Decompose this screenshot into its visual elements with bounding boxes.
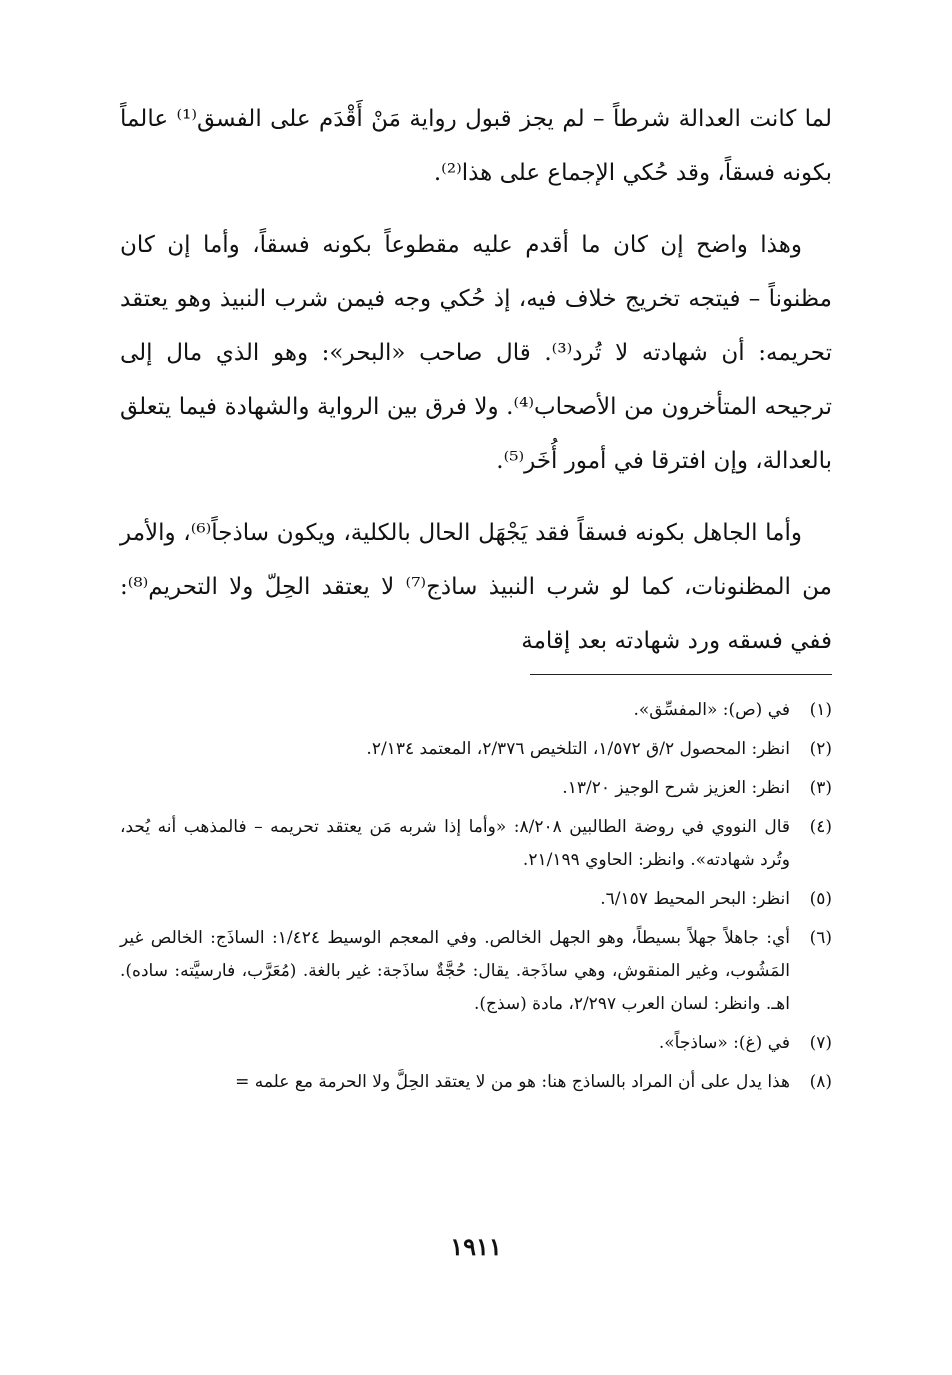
footnote-number: (٣) (809, 778, 832, 798)
page-number: ١٩١١ (450, 1232, 502, 1261)
footnote-item (120, 772, 832, 805)
footnote-item (120, 1027, 832, 1060)
footnote-number: (٢) (809, 739, 832, 759)
paragraph-2: وهذا واضح إن كان ما أقدم عليه مقطوعاً بكونه فسقاً، وأما إن كان مظنوناً – فيتجه تخريج خلاف فيه، إذ حُكي وجه فيمن شرب النبيذ وهو يعتقد تحريمه: أن شهادته لا تُرد⁽³⁾. قال صاحب «البحر»: وهو الذي مال إلى ترجيحه المتأخرون من الأصحاب⁽⁴⁾. ولا فرق بين الرواية والشهادة فيما يتعلق بالعدالة، وإن افترقا في أمور أُخَر⁽⁵⁾. (120, 232, 832, 474)
footnote-item (120, 1066, 832, 1099)
footnote-item (120, 694, 832, 727)
footnote-text: أي: جاهلاً جهلاً بسيطاً، وهو الجهل الخالص. وفي المعجم الوسيط ١/٤٢٤: الساذَج: الخالص غير المَشُوب، وغير المنقوش، وهي ساذَجة. يقال: حُجَّةٌ ساذَجة: غير بالغة. (مُعَرَّب، فارسيَّته: ساده). اهـ. وانظر: لسان العرب ٢/٢٩٧، مادة (سذج). (120, 928, 791, 1014)
footnote-text: انظر: البحر المحيط ٦/١٥٧. (600, 889, 790, 909)
footnote-separator (530, 674, 832, 675)
footnotes (120, 694, 832, 1105)
footnote-number: (١) (809, 700, 832, 720)
footnote-text: انظر: العزيز شرح الوجيز ١٣/٢٠. (562, 778, 790, 798)
footnote-item (120, 883, 832, 916)
paragraph-1: لما كانت العدالة شرطاً – لم يجز قبول رواية مَنْ أَقْدَم على الفسق⁽¹⁾ عالماً بكونه فسقاً، وقد حُكي الإجماع على هذا⁽²⁾. (120, 106, 832, 186)
main-text (120, 92, 832, 686)
footnote-number: (٦) (809, 928, 832, 948)
footnote-text: هذا يدل على أن المراد بالساذج هنا: هو من لا يعتقد الحِلَّ ولا الحرمة مع علمه = (235, 1072, 790, 1092)
footnote-item (120, 922, 832, 1021)
footnote-number: (٨) (809, 1072, 832, 1092)
footnote-text: في (غ): «ساذجاً». (658, 1033, 790, 1053)
footnote-number: (٥) (809, 889, 832, 909)
footnote-text: في (ص): «المفسِّق». (633, 700, 790, 720)
footnote-item (120, 733, 832, 766)
footnote-number: (٤) (809, 817, 832, 837)
footnote-text: انظر: المحصول ٢/ق ١/٥٧٢، التلخيص ٢/٣٧٦، المعتمد ٢/١٣٤. (366, 739, 790, 759)
footnote-number: (٧) (809, 1033, 832, 1053)
footnote-text: قال النووي في روضة الطالبين ٨/٢٠٨: «وأما إذا شربه مَن يعتقد تحريمه – فالمذهب أنه يُحد، وتُرد شهادته». وانظر: الحاوي ٢١/١٩٩. (120, 817, 790, 870)
paragraph-3: وأما الجاهل بكونه فسقاً فقد يَجْهَل الحال بالكلية، ويكون ساذجاً⁽⁶⁾، والأمر من المظنونات، كما لو شرب النبيذ ساذج⁽⁷⁾ لا يعتقد الحِلّ ولا التحريم⁽⁸⁾: ففي فسقه ورد شهادته بعد إقامة (120, 520, 832, 654)
footnote-item (120, 811, 832, 877)
